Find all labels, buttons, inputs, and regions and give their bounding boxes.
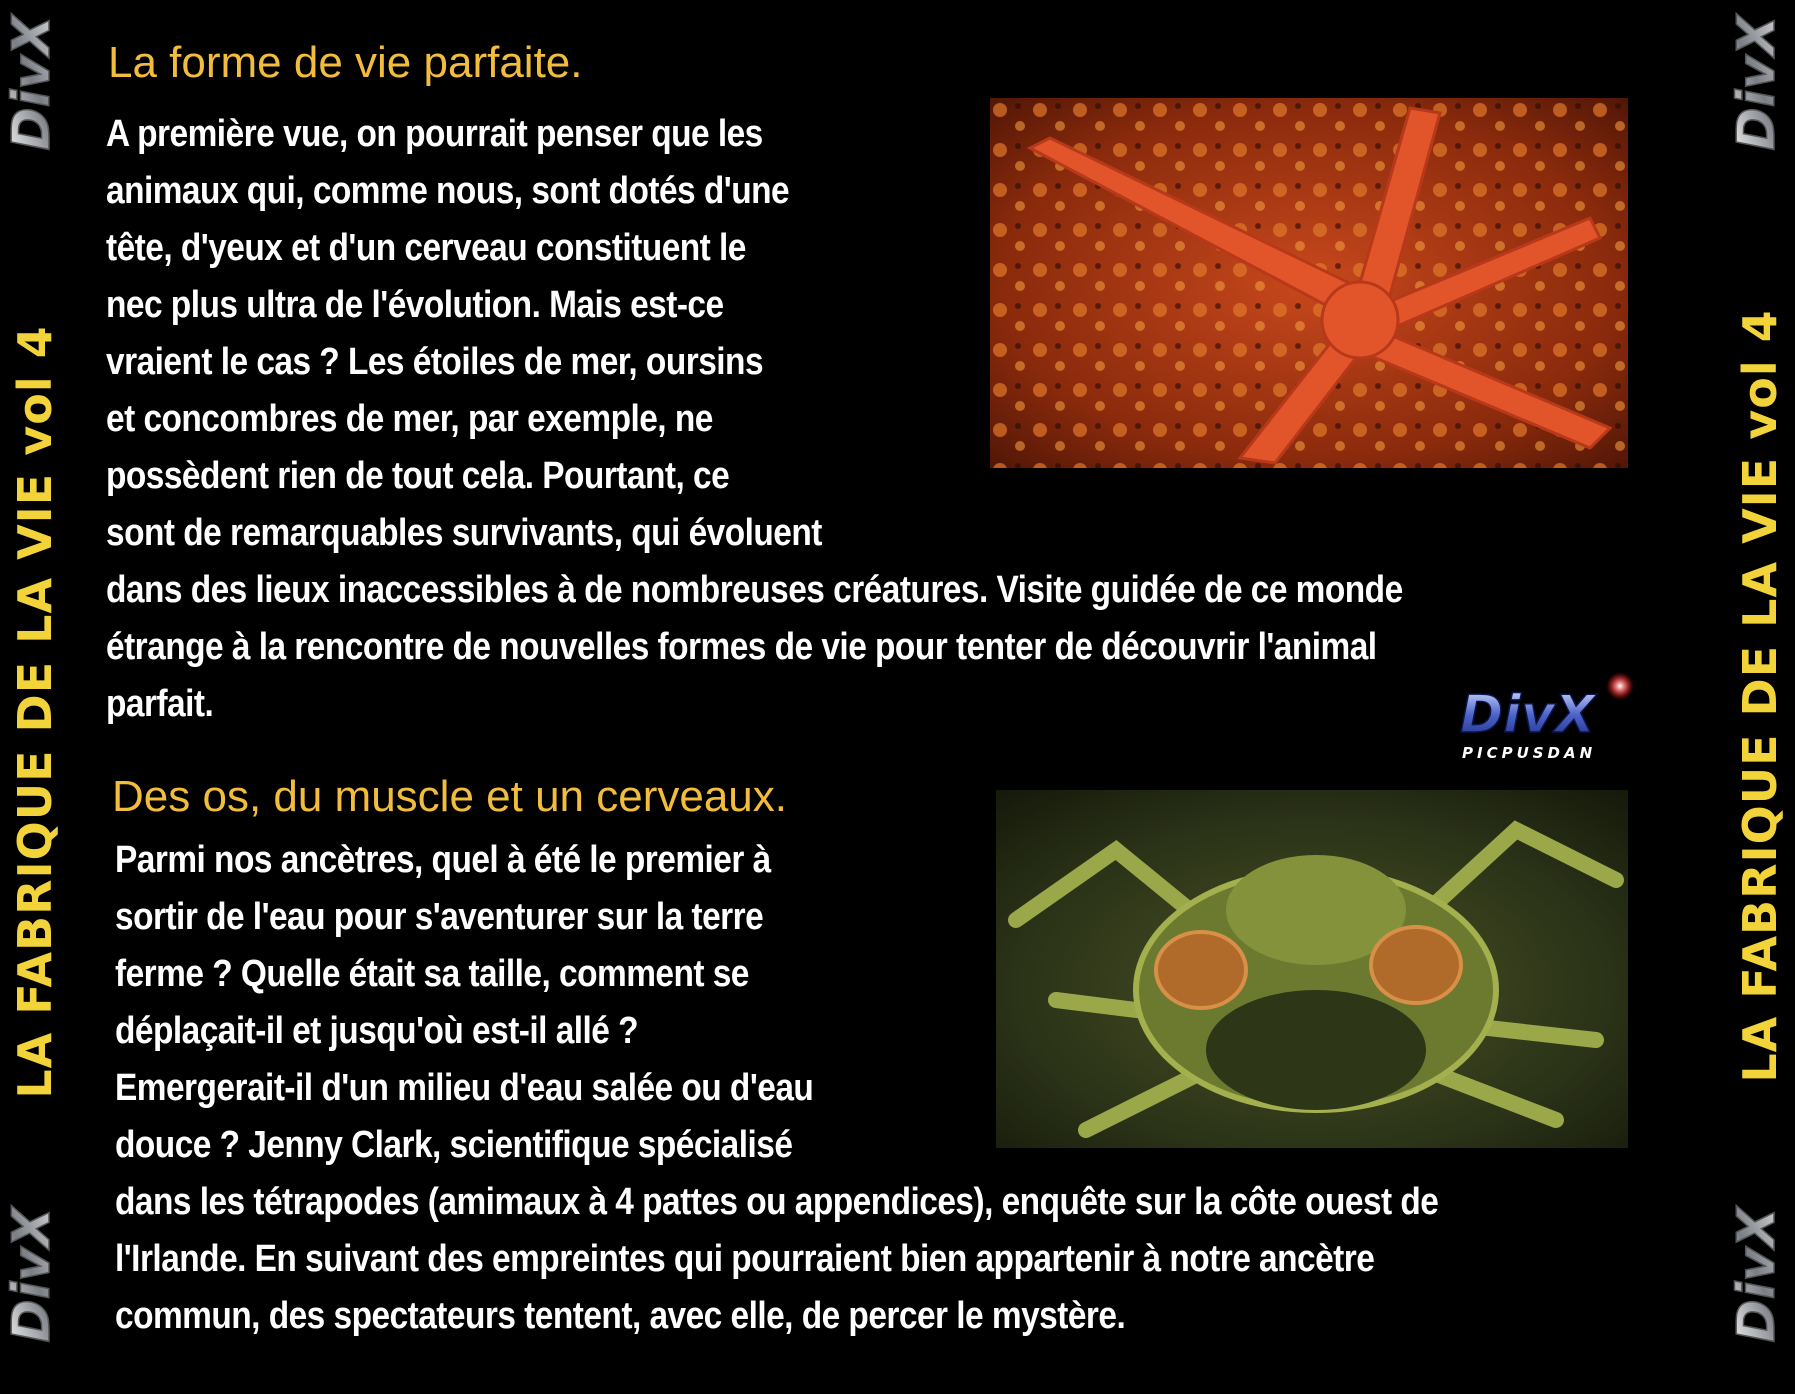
- paragraph-line: sortir de l'eau pour s'aventurer sur la terre: [115, 896, 764, 938]
- right-spine: [1725, 0, 1795, 1394]
- paragraph-line: sont de remarquables survivants, qui évoluent: [106, 512, 822, 554]
- paragraph-line: dans des lieux inaccessibles à de nombreuses créatures. Visite guidée de ce monde: [106, 569, 1403, 611]
- spine-title: LA FABRIQUE DE LA VIE vol 4: [8, 325, 62, 1099]
- paragraph-line: commun, des spectateurs tentent, avec elle, de percer le mystère.: [115, 1295, 1126, 1337]
- paragraph-line: Emergerait-il d'un milieu d'eau salée ou d'eau: [115, 1067, 814, 1109]
- paragraph-line: Parmi nos ancètres, quel à été le premier à: [115, 839, 771, 881]
- paragraph-line: tête, d'yeux et d'un cerveau constituent le: [106, 227, 746, 269]
- svg-text:DivX: DivX: [1729, 1207, 1787, 1343]
- divx-logo-icon: [1729, 1200, 1791, 1350]
- paragraph-line: douce ? Jenny Clark, scientifique spécialisé: [115, 1124, 793, 1166]
- paragraph-line: nec plus ultra de l'évolution. Mais est-ce: [106, 284, 724, 326]
- paragraph-line: parfait.: [106, 683, 214, 725]
- left-spine: [0, 0, 70, 1394]
- paragraph-line: dans les tétrapodes (amimaux à 4 pattes ou appendices), enquête sur la côte ouest de: [115, 1181, 1439, 1223]
- divx-badge: [1450, 670, 1640, 770]
- divx-logo-icon: [1729, 8, 1791, 158]
- paragraph-line: vraient le cas ? Les étoiles de mer, oursins: [106, 341, 764, 383]
- divx-badge-logo: DivX: [1460, 685, 1595, 745]
- divx-badge-subtitle: PICPUSDAN: [1462, 744, 1597, 762]
- paragraph-line: possèdent rien de tout cela. Pourtant, ce: [106, 455, 730, 497]
- paragraph-line: A première vue, on pourrait penser que les: [106, 113, 763, 155]
- section2-heading: Des os, du muscle et un cerveaux.: [112, 772, 787, 821]
- spine-title: LA FABRIQUE DE LA VIE vol 4: [1733, 309, 1787, 1083]
- divx-logo-icon: [4, 1200, 66, 1350]
- svg-text:DivX: DivX: [4, 1207, 62, 1343]
- paragraph-line: étrange à la rencontre de nouvelles formes de vie pour tenter de découvrir l'animal: [106, 626, 1377, 668]
- svg-text:DivX: DivX: [1729, 15, 1787, 151]
- crab-photo: [996, 790, 1628, 1148]
- paragraph-line: ferme ? Quelle était sa taille, comment se: [115, 953, 749, 995]
- section1-heading: La forme de vie parfaite.: [108, 38, 583, 87]
- svg-text:DivX: DivX: [4, 15, 62, 151]
- paragraph-line: animaux qui, comme nous, sont dotés d'une: [106, 170, 790, 212]
- paragraph-line: et concombres de mer, par exemple, ne: [106, 398, 713, 440]
- divx-logo-icon: [4, 8, 66, 158]
- paragraph-line: déplaçait-il et jusqu'où est-il allé ?: [115, 1010, 639, 1052]
- starfish-photo: [990, 98, 1628, 468]
- paragraph-line: l'Irlande. En suivant des empreintes qui pourraient bien appartenir à notre ancètre: [115, 1238, 1375, 1280]
